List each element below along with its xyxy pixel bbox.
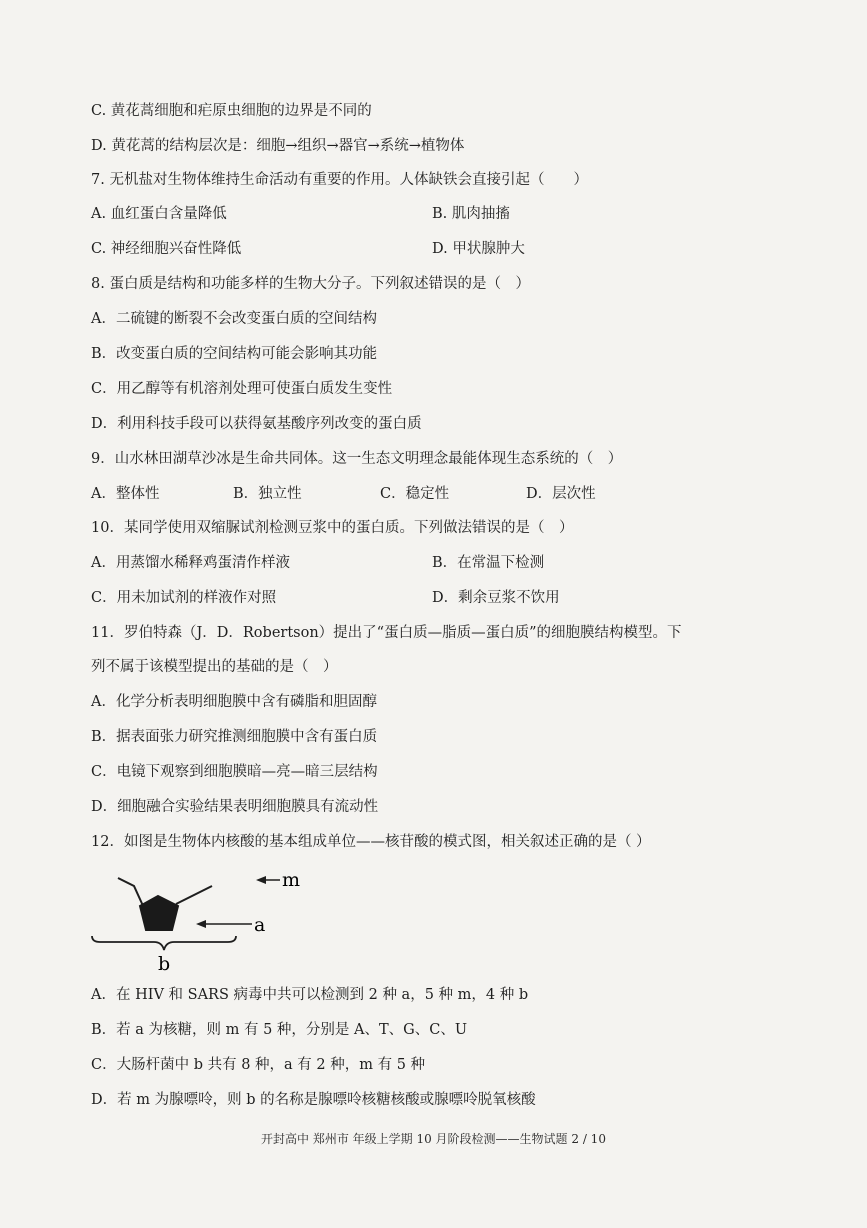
q9-option-d: D．层次性	[526, 486, 596, 502]
page-footer: 开封高中 郑州市 年级上学期 10 月阶段检测——生物试题 2 / 10	[261, 1132, 606, 1146]
q12-option-a: A．在 HIV 和 SARS 病毒中共可以检测到 2 种 a，5 种 m，4 种 b	[91, 987, 529, 1003]
q11-option-b: B．据表面张力研究推测细胞膜中含有蛋白质	[91, 729, 378, 745]
q10-option-a: A．用蒸馏水稀释鸡蛋清作样液	[91, 555, 290, 571]
q12-option-b: B．若 a 为核糖，则 m 有 5 种，分别是 A、T、G、C、U	[91, 1022, 468, 1038]
label-b: b	[158, 953, 171, 975]
q7-option-d: D. 甲状腺肿大	[432, 241, 525, 257]
q9-option-b: B．独立性	[233, 486, 302, 502]
q7-option-b: B. 肌肉抽搐	[432, 206, 510, 222]
label-a: a	[254, 914, 266, 936]
nucleotide-diagram	[86, 866, 316, 978]
question-11-line-1: 11．罗伯特森（J．D．Robertson）提出了“蛋白质—脂质—蛋白质”的细胞膜结构模型。下	[91, 625, 682, 641]
arrow-a-head	[196, 920, 206, 928]
q9-option-a: A．整体性	[91, 486, 160, 502]
q7-option-a: A. 血红蛋白含量降低	[91, 206, 227, 222]
q12-option-c: C．大肠杆菌中 b 共有 8 种，a 有 2 种，m 有 5 种	[91, 1057, 426, 1073]
q11-option-d: D．细胞融合实验结果表明细胞膜具有流动性	[91, 799, 379, 815]
q10-option-b: B．在常温下检测	[432, 555, 545, 571]
q11-option-c: C．电镜下观察到细胞膜暗—亮—暗三层结构	[91, 764, 378, 780]
q8-option-d: D．利用科技手段可以获得氨基酸序列改变的蛋白质	[91, 416, 422, 432]
base-bond-line	[176, 886, 212, 904]
phosphate-bond-line	[118, 878, 144, 908]
q11-option-a: A．化学分析表明细胞膜中含有磷脂和胆固醇	[91, 694, 377, 710]
question-12: 12．如图是生物体内核酸的基本组成单位——核苷酸的模式图，相关叙述正确的是（ ）	[91, 834, 651, 850]
q10-option-d: D．剩余豆浆不饮用	[432, 590, 560, 606]
q10-option-c: C．用未加试剂的样液作对照	[91, 590, 277, 606]
q6-option-c: C. 黄花蒿细胞和疟原虫细胞的边界是不同的	[91, 103, 372, 119]
q8-option-b: B．改变蛋白质的空间结构可能会影响其功能	[91, 346, 378, 362]
question-10: 10．某同学使用双缩脲试剂检测豆浆中的蛋白质。下列做法错误的是（ ）	[91, 520, 574, 536]
arrow-m-head	[256, 876, 266, 884]
q8-option-a: A．二硫键的断裂不会改变蛋白质的空间结构	[91, 311, 377, 327]
label-m: m	[282, 869, 301, 891]
q12-option-d: D．若 m 为腺嘌呤，则 b 的名称是腺嘌呤核糖核酸或腺嘌呤脱氧核酸	[91, 1092, 536, 1108]
question-7: 7. 无机盐对生物体维持生命活动有重要的作用。人体缺铁会直接引起（ ）	[91, 172, 588, 188]
question-8: 8. 蛋白质是结构和功能多样的生物大分子。下列叙述错误的是（ ）	[91, 276, 530, 292]
q6-option-d: D. 黄花蒿的结构层次是：细胞→组织→器官→系统→植物体	[91, 138, 465, 154]
question-9: 9．山水林田湖草沙冰是生命共同体。这一生态文明理念最能体现生态系统的（ ）	[91, 451, 623, 467]
q7-option-c: C. 神经细胞兴奋性降低	[91, 241, 242, 257]
pentose-sugar-shape	[140, 896, 178, 930]
q9-option-c: C．稳定性	[380, 486, 450, 502]
q8-option-c: C．用乙醇等有机溶剂处理可使蛋白质发生变性	[91, 381, 393, 397]
brace-b	[92, 936, 236, 950]
question-11-line-2: 列不属于该模型提出的基础的是（ ）	[91, 659, 338, 675]
